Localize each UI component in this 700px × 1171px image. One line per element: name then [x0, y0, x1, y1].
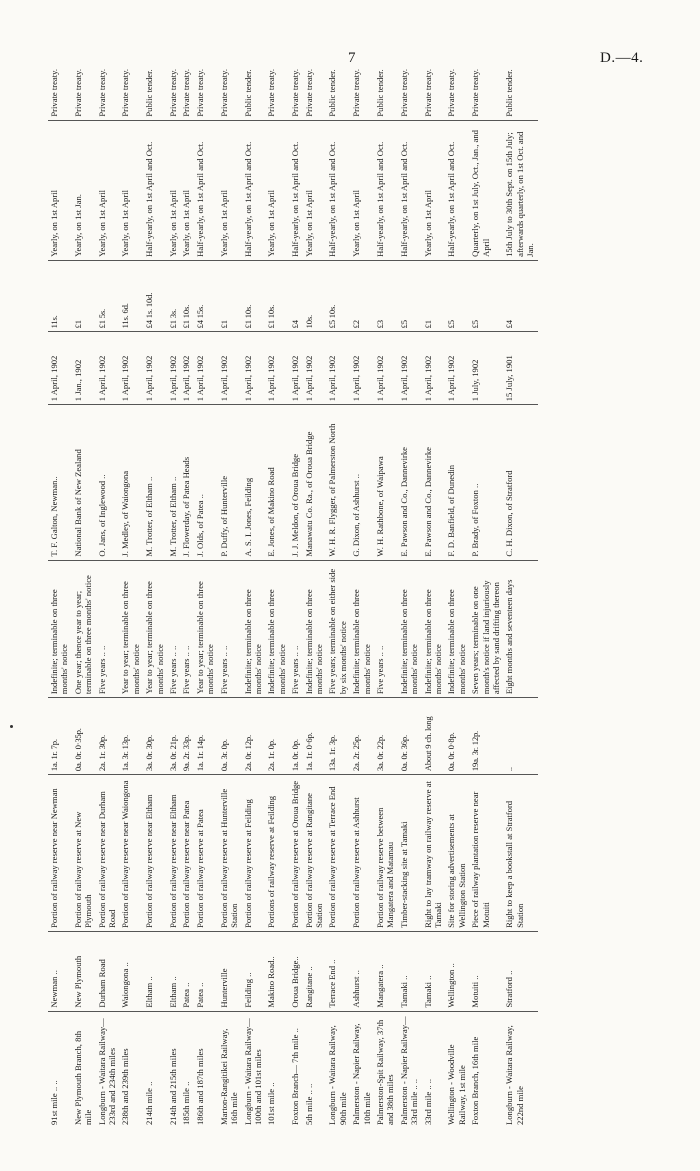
- cell-description: Portion of railway reserve near Newman: [48, 775, 72, 932]
- cell-description: Right to lay tramway on railway reserve at Tamaki: [422, 775, 446, 932]
- document-reference: D.—4.: [600, 50, 644, 66]
- cell-commencement-date: 1 April, 1902: [48, 332, 72, 405]
- cell-commencement-date: 1 April, 1902: [180, 332, 193, 405]
- cell-station: Makino Road..: [265, 931, 289, 1011]
- cell-area: 19a. 3r. 12p.: [469, 698, 503, 775]
- cell-disposal-method: Private treaty.: [350, 28, 374, 120]
- cell-annual-rent: £5 10s.: [326, 260, 350, 332]
- cell-area: 1a. 0r. 0p.: [289, 698, 302, 775]
- cell-disposal-method: Private treaty.: [96, 28, 120, 120]
- cell-station: Newman ..: [48, 931, 72, 1011]
- cell-disposal-method: Private treaty.: [469, 28, 503, 120]
- cell-lessee: P. Duffy, of Hunterville: [218, 405, 242, 560]
- table-row: [96, 28, 120, 1128]
- cell-term: Year to year; terminable on three months' notice: [194, 560, 218, 698]
- table-row: [119, 28, 143, 1128]
- cell-term: Five years .. ..: [374, 560, 398, 698]
- table-row: [445, 28, 469, 1128]
- cell-annual-rent: £1: [218, 260, 242, 332]
- rotated-lease-table-container: [48, 28, 678, 1128]
- cell-term: Five years .. ..: [167, 560, 180, 698]
- cell-annual-rent: £2: [350, 260, 374, 332]
- cell-station: Eltham ..: [167, 931, 180, 1011]
- cell-description: Portion of railway reserve between Mangatera and Matamau: [374, 775, 398, 932]
- cell-area: 13a. 1r. 3p.: [326, 698, 350, 775]
- cell-disposal-method: Public tender.: [143, 28, 167, 120]
- cell-payment-terms: Quarterly, on 1st July, Oct., Jan., and April: [469, 120, 503, 260]
- cell-commencement-date: 1 April, 1902: [242, 332, 266, 405]
- cell-area: 0a. 0r. 36p.: [398, 698, 422, 775]
- cell-disposal-method: Private treaty.: [194, 28, 218, 120]
- cell-annual-rent: £1 10s.: [265, 260, 289, 332]
- table-row: [303, 28, 327, 1128]
- cell-railway-location: 238th and 239th miles: [120, 1048, 131, 1125]
- table-row: [469, 28, 503, 1128]
- cell-description: Portion of railway reserve at Rangitane Station: [303, 775, 327, 932]
- cell-annual-rent: £1: [422, 260, 446, 332]
- table-row: [167, 28, 180, 1128]
- cell-description: Timber-stacking site at Tamaki: [398, 775, 422, 932]
- cell-annual-rent: £5: [445, 260, 469, 332]
- cell-annual-rent: £5: [469, 260, 503, 332]
- cell-railway-location: 214th mile ..: [144, 1081, 155, 1125]
- table-row: [350, 28, 374, 1128]
- cell-disposal-method: Private treaty.: [398, 28, 422, 120]
- cell-commencement-date: 1 April, 1902: [218, 332, 242, 405]
- cell-commencement-date: 1 April, 1902: [194, 332, 218, 405]
- cell-lessee: J. Olds, of Patea ..: [194, 405, 218, 560]
- cell-term: Five years .. ..: [218, 560, 242, 698]
- cell-station: New Plymouth: [72, 931, 96, 1011]
- cell-term: Indefinite; terminable on three months' notice: [398, 560, 422, 698]
- cell-lessee: F. D. Banfield, of Dunedin: [445, 405, 469, 560]
- cell-disposal-method: Private treaty.: [180, 28, 193, 120]
- cell-payment-terms: Half-yearly, on 1st April and Oct.: [374, 120, 398, 260]
- table-row: [326, 28, 350, 1128]
- cell-term: Indefinite; terminable on three months' notice: [445, 560, 469, 698]
- table-row: [422, 28, 446, 1128]
- cell-railway-location: Longburn - Waitara Railway— 100th and 101st miles: [242, 1018, 263, 1125]
- cell-payment-terms: Yearly, on 1st April: [119, 120, 143, 260]
- table-row: [218, 28, 242, 1128]
- cell-payment-terms: Yearly, on 1st Jan.: [72, 120, 96, 260]
- cell-annual-rent: 11s. 6d.: [119, 260, 143, 332]
- cell-station: Patea ..: [194, 931, 218, 1011]
- cell-term: Seven years; terminable on one month's notice if land injuriously affected by sand drifting thereon: [469, 560, 503, 698]
- cell-annual-rent: £1 10s.: [242, 260, 266, 332]
- cell-railway-location: Marton-Rangitikei Railway, 16th mile: [218, 1028, 240, 1125]
- cell-disposal-method: Public tender.: [242, 28, 266, 120]
- cell-annual-rent: £4: [503, 260, 537, 332]
- cell-lessee: M. Trotter, of Eltham ..: [167, 405, 180, 560]
- cell-station: Tamaki ..: [398, 931, 422, 1011]
- lease-table-body: [48, 28, 538, 1128]
- table-row: [180, 28, 193, 1128]
- cell-lessee: National Bank of New Zealand: [72, 405, 96, 560]
- table-row: [242, 28, 266, 1128]
- cell-lessee: E. Pawson and Co., Dannevirke: [422, 405, 446, 560]
- cell-payment-terms: Yearly, on 1st April: [218, 120, 242, 260]
- cell-term: Indefinite; terminable on three months' notice: [422, 560, 446, 698]
- cell-payment-terms: 15th July to 30th Sept. on 15th July; afterwards quarterly, on 1st Oct. and Jan.: [503, 120, 537, 260]
- cell-lessee: G. Dixon, of Ashhurst ..: [350, 405, 374, 560]
- cell-railway-location: 185th mile ..: [181, 1081, 192, 1125]
- table-row: [265, 28, 289, 1128]
- cell-disposal-method: Private treaty.: [167, 28, 180, 120]
- cell-payment-terms: Yearly, on 1st April: [96, 120, 120, 260]
- cell-railway-location: Longburn - Waitara Railway— 233rd and 234th miles: [96, 1018, 118, 1125]
- cell-payment-terms: Yearly, on 1st April: [48, 120, 72, 260]
- cell-term: Five years .. ..: [180, 560, 193, 698]
- cell-commencement-date: 1 April, 1902: [96, 332, 120, 405]
- cell-term: Year to year; terminable on three months' notice: [143, 560, 167, 698]
- cell-station: Waiongona ..: [119, 931, 143, 1011]
- cell-payment-terms: Half-yearly, on 1st April and Oct.: [445, 120, 469, 260]
- cell-area: 3a. 0r. 21p.: [167, 698, 180, 775]
- cell-term: One year; thence year to year; terminable on three months' notice: [72, 560, 96, 698]
- cell-commencement-date: 1 April, 1902: [422, 332, 446, 405]
- cell-railway-location: Palmerston - Napier Railway— 33rd mile .. ..: [398, 1016, 420, 1125]
- cell-term: Five years .. ..: [96, 560, 120, 698]
- cell-station: Mangatera ..: [374, 931, 398, 1011]
- cell-area: 0a. 0r. 0·8p.: [445, 698, 469, 775]
- cell-disposal-method: Private treaty.: [72, 28, 96, 120]
- cell-lessee: A. S. I. Jones, Feilding: [242, 405, 266, 560]
- cell-description: Portion of railway reserve at New Plymouth: [72, 775, 96, 932]
- cell-lessee: P. Brady, of Foxton ..: [469, 405, 503, 560]
- table-row: [194, 28, 218, 1128]
- cell-term: Five years .. ..: [289, 560, 302, 698]
- table-row: [72, 28, 96, 1128]
- cell-disposal-method: Public tender.: [503, 28, 537, 120]
- cell-area: 2a. 0r. 12p.: [242, 698, 266, 775]
- cell-term: Indefinite; terminable on three months' notice: [48, 560, 72, 698]
- cell-annual-rent: 10s.: [303, 260, 327, 332]
- cell-description: Portion of railway reserve near Eltham: [143, 775, 167, 932]
- cell-station: Wellington ..: [445, 931, 469, 1011]
- cell-station: Stratford ..: [503, 931, 537, 1011]
- cell-lessee: E. Pawson and Co., Dannevirke: [398, 405, 422, 560]
- cell-commencement-date: 1 April, 1902: [143, 332, 167, 405]
- cell-area: 1a. 1r. 0·6p.: [303, 698, 327, 775]
- lease-table: [48, 28, 538, 1128]
- cell-railway-location: Longburn - Waitara Railway, 222nd mile: [504, 1025, 525, 1125]
- cell-description: Portion of railway reserve near Durham Road: [96, 775, 120, 932]
- cell-payment-terms: Yearly, on 1st April: [265, 120, 289, 260]
- cell-railway-location: Foxton Branch— 7th mile ..: [290, 1028, 301, 1125]
- cell-lessee: J. Flowerday, of Patea Heads: [180, 405, 193, 560]
- cell-disposal-method: Private treaty.: [445, 28, 469, 120]
- cell-lessee: E. Jones, of Makino Road: [265, 405, 289, 560]
- cell-term: Indefinite; terminable on three months' notice: [265, 560, 289, 698]
- cell-station: Tamaki ..: [422, 931, 446, 1011]
- cell-disposal-method: Private treaty.: [303, 28, 327, 120]
- cell-payment-terms: Half-yearly, on 1st April and Oct.: [326, 120, 350, 260]
- cell-term: Year to year; terminable on three months' notice: [119, 560, 143, 698]
- cell-payment-terms: Half-yearly, on 1st April and Oct.: [194, 120, 218, 260]
- cell-area: 2a. 2r. 25p.: [350, 698, 374, 775]
- table-row: [48, 28, 72, 1128]
- cell-station: Durham Road: [96, 931, 120, 1011]
- cell-commencement-date: 1 April, 1902: [303, 332, 327, 405]
- cell-disposal-method: Private treaty.: [48, 28, 72, 120]
- cell-description: Right to keep a bookstall at Stratford Station: [503, 775, 537, 932]
- cell-lessee: J. J. Meldon, of Oroua Bridge: [289, 405, 302, 560]
- cell-annual-rent: £1 10s.: [180, 260, 193, 332]
- cell-description: Portions of railway reserve at Feilding: [265, 775, 289, 932]
- cell-railway-location: 101st mile ..: [266, 1082, 277, 1125]
- cell-station: Patea ..: [180, 931, 193, 1011]
- cell-commencement-date: 1 April, 1902: [326, 332, 350, 405]
- cell-description: Portion of railway reserve at Oroua Bridge: [289, 775, 302, 932]
- cell-payment-terms: Yearly, on 1st April: [350, 120, 374, 260]
- cell-railway-location: 91st mile .. ..: [49, 1080, 59, 1125]
- cell-annual-rent: 11s.: [48, 260, 72, 332]
- cell-commencement-date: 1 July, 1902: [469, 332, 503, 405]
- cell-description: Portion of railway reserve near Eltham: [167, 775, 180, 932]
- cell-commencement-date: 1 April, 1902: [374, 332, 398, 405]
- cell-lessee: T. F. Galton, Newman..: [48, 405, 72, 560]
- cell-annual-rent: £4 15s.: [194, 260, 218, 332]
- cell-commencement-date: 1 April, 1902: [265, 332, 289, 405]
- cell-payment-terms: Yearly, on 1st April: [180, 120, 193, 260]
- cell-disposal-method: Private treaty.: [218, 28, 242, 120]
- cell-description: Piece of railway plantation reserve near Motuiti: [469, 775, 503, 932]
- cell-annual-rent: £1 3s.: [167, 260, 180, 332]
- cell-annual-rent: £5: [398, 260, 422, 332]
- cell-lessee: O. Jans, of Inglewood ..: [96, 405, 120, 560]
- cell-term: Five years; terminable on either side by six months' notice: [326, 560, 350, 698]
- cell-station: Feilding ..: [242, 931, 266, 1011]
- cell-commencement-date: 1 April, 1902: [167, 332, 180, 405]
- cell-station: Ashhurst ..: [350, 931, 374, 1011]
- cell-area: 2a. 1r. 30p.: [96, 698, 120, 775]
- cell-area: 1a. 3r. 13p.: [119, 698, 143, 775]
- print-speck: [10, 725, 13, 728]
- cell-lessee: J. Medley, of Waiongona: [119, 405, 143, 560]
- cell-area: 0a. 3r. 0p.: [218, 698, 242, 775]
- cell-railway-location: 33rd mile .. ..: [422, 1078, 433, 1125]
- cell-description: Site for storing advertisements at Wellington Station: [445, 775, 469, 932]
- cell-commencement-date: 1 April, 1902: [350, 332, 374, 405]
- cell-railway-location: New Plymouth Branch, 8th mile: [72, 1030, 94, 1125]
- cell-station: Oroua Bridge..: [289, 931, 302, 1011]
- table-row: [374, 28, 398, 1128]
- cell-description: Portion of railway reserve at Hunterville Station: [218, 775, 242, 932]
- cell-station: Motuiti ..: [469, 931, 503, 1011]
- cell-railway-location: Wellington - Woodville Railway, 1st mile: [446, 1044, 467, 1125]
- cell-description: Portion of railway reserve at Feilding: [242, 775, 266, 932]
- cell-description: Portion of railway reserve near Waiongona: [119, 775, 143, 932]
- cell-description: Portion of railway reserve near Patea: [180, 775, 193, 932]
- cell-payment-terms: Half-yearly, on 1st April and Oct.: [289, 120, 302, 260]
- table-row: [143, 28, 167, 1128]
- cell-payment-terms: Yearly, on 1st April: [303, 120, 327, 260]
- cell-annual-rent: £1: [72, 260, 96, 332]
- cell-disposal-method: Public tender.: [326, 28, 350, 120]
- cell-lessee: M. Trotter, of Eltham ..: [143, 405, 167, 560]
- cell-description: Portion of railway reserve at Terrace End: [326, 775, 350, 932]
- cell-area: 0a. 0r. 0·35p.: [72, 698, 96, 775]
- cell-area: 1a. 1r. 7p.: [48, 698, 72, 775]
- cell-railway-location: Foxton Branch, 16th mile: [470, 1036, 481, 1125]
- cell-annual-rent: £4: [289, 260, 302, 332]
- cell-area: About 9 ch. long: [422, 698, 446, 775]
- cell-area: 2a. 1r. 0p.: [265, 698, 289, 775]
- cell-description: Portion of railway reserve at Patea: [194, 775, 218, 932]
- cell-railway-location: 186th and 187th miles: [194, 1048, 205, 1125]
- cell-disposal-method: Private treaty.: [422, 28, 446, 120]
- cell-term: Indefinite; terminable on three months' notice: [350, 560, 374, 698]
- cell-commencement-date: 1 April, 1902: [119, 332, 143, 405]
- cell-disposal-method: Private treaty.: [119, 28, 143, 120]
- table-row: [503, 28, 537, 1128]
- cell-disposal-method: Private treaty.: [289, 28, 302, 120]
- table-row: [289, 28, 302, 1128]
- cell-annual-rent: £1 5s.: [96, 260, 120, 332]
- cell-area: ..: [503, 698, 537, 775]
- cell-lessee: C. H. Dixon, of Stratford: [503, 405, 537, 560]
- cell-annual-rent: £3: [374, 260, 398, 332]
- cell-railway-location: Palmerston-Spit Railway, 37th and 38th miles: [374, 1019, 396, 1125]
- cell-commencement-date: 15 July, 1901: [503, 332, 537, 405]
- cell-station: Rangitane ..: [303, 931, 327, 1011]
- cell-payment-terms: Yearly, on 1st April: [422, 120, 446, 260]
- page-number: 7: [348, 50, 356, 66]
- cell-area: 3a. 0r. 22p.: [374, 698, 398, 775]
- cell-description: Portion of railway reserve at Ashhurst: [350, 775, 374, 932]
- cell-commencement-date: 1 April, 1902: [398, 332, 422, 405]
- cell-railway-location: Longburn - Waitara Railway, 90th mile: [327, 1025, 348, 1125]
- cell-railway-location: 214th and 215th miles: [168, 1048, 179, 1125]
- cell-railway-location: 5th mile .. ..: [303, 1083, 314, 1125]
- cell-lessee: W. H. Rathbone, of Waipawa: [374, 405, 398, 560]
- cell-commencement-date: 1 April, 1902: [445, 332, 469, 405]
- cell-payment-terms: Yearly, on 1st April: [167, 120, 180, 260]
- cell-disposal-method: Public tender.: [374, 28, 398, 120]
- table-row: [398, 28, 422, 1128]
- cell-area: 3a. 0r. 30p.: [143, 698, 167, 775]
- cell-payment-terms: Half-yearly, on 1st April and Oct.: [398, 120, 422, 260]
- cell-station: Hunterville: [218, 931, 242, 1011]
- cell-lessee: W. H. R. Flygger, of Palmerston North: [326, 405, 350, 560]
- cell-commencement-date: 1 April, 1902: [289, 332, 302, 405]
- cell-station: Terrace End ..: [326, 931, 350, 1011]
- cell-railway-location: Palmerston - Napier Railway, 10th mile: [351, 1023, 372, 1125]
- cell-payment-terms: Half-yearly, on 1st April and Oct.: [143, 120, 167, 260]
- cell-area: 1a. 1r. 14p.: [194, 698, 218, 775]
- cell-station: Eltham ..: [143, 931, 167, 1011]
- cell-annual-rent: £4 1s. 10d.: [143, 260, 167, 332]
- cell-term: Indefinite; terminable on three months' notice: [242, 560, 266, 698]
- cell-lessee: Manawatu Co. Ra., of Oroua Bridge: [303, 405, 327, 560]
- cell-term: Indefinite; terminable on three months' notice: [303, 560, 327, 698]
- cell-term: Eight months and seventeen days: [503, 560, 537, 698]
- cell-disposal-method: Private treaty.: [265, 28, 289, 120]
- cell-commencement-date: 1 Jan., 1902: [72, 332, 96, 405]
- cell-payment-terms: Half-yearly, on 1st April and Oct.: [242, 120, 266, 260]
- cell-area: 9a. 2r. 33p.: [180, 698, 193, 775]
